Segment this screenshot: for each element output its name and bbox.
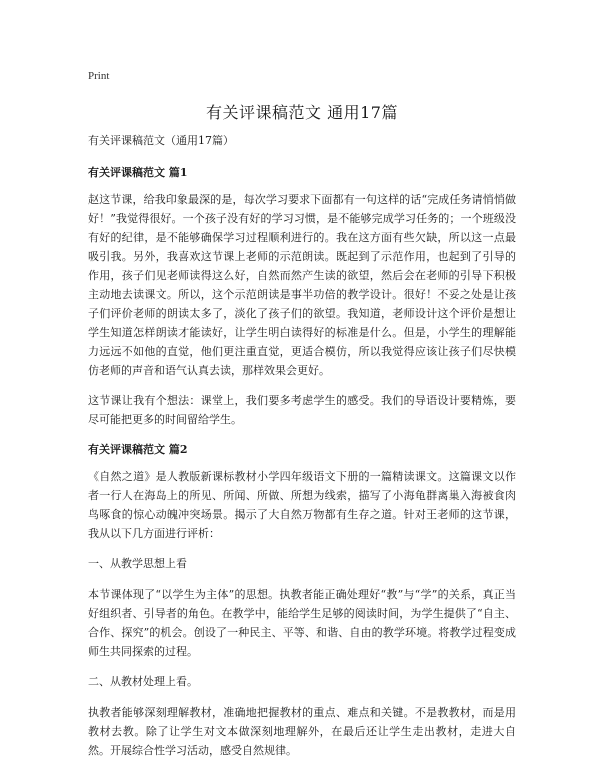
sub-heading: 二、从教材处理上看。 [88, 675, 198, 688]
paragraph: 执教者能够深刻理解教材，准确地把握教材的重点、难点和关键。不是教教材，而是用教材去教。除了让学生对文本做深刻地理解外，在最后还让学生走出教材，走进大自然。开展综合性学习活动，感受自然规律。 [88, 706, 516, 757]
document-title: 有关评课稿范文 通用17篇 [206, 103, 398, 122]
paragraph: 《自然之道》是人教版新课标教材小学四年级语文下册的一篇精读课文。这篇课文以作者一行人在海岛上的所见、所闻、所做、所想为线索，描写了小海龟群离巢入海被食肉鸟啄食的惊心动魄冲突场景。揭示了大自然万物都有生存之道。针对王老师的这节课，我从以下几方面进行评析： [88, 470, 516, 540]
section-heading-2: 有关评课稿范文 篇2 [88, 443, 188, 456]
paragraph: 赵这节课，给我印象最深的是，每次学习要求下面都有一句这样的话“完成任务请悄悄做好！”我觉得很好。一个孩子没有好的学习习惯，是不能够完成学习任务的；一个班级没有好的纪律，是不能够确保学习过程顺利进行的。我在这方面有些欠缺，所以这一点最吸引我。另外，我喜欢这节课上老师的示范朗读。既起到了示范作用，也起到了引导的作用，孩子们见老师读得这么好，自然而然产生读的欲望，然后会在老师的引导下积极主动地去读课文。所以，这个示范朗读是事半功倍的教学设计。很好！不妥之处是让孩子们评价老师的朗读太多了，淡化了孩子们的欲望。我知道，老师设计这个评价是想让学生知道怎样朗读才能读好，让学生明白读得好的标准是什么。但是，小学生的理解能力远远不如他的直觉，他们更注重直觉，更适合模仿，所以我觉得应该让孩子们尽快模仿老师的声音和语气认真去读，那样效果会更好。 [88, 193, 516, 377]
document-subtitle: 有关评课稿范文（通用17篇） [88, 134, 234, 147]
print-label: Print [88, 70, 110, 82]
document-body [88, 131, 516, 771]
paragraph: 本节课体现了“以学生为主体”的思想。执教者能正确处理好“教”与“学”的关系，真正当好组织者、引导者的角色。在教学中，能给学生足够的阅读时间，为学生提供了“自主、合作、探究”的机会。创设了一种民主、平等、和谐、自由的教学环境。将教学过程变成师生共同探索的过程。 [88, 588, 516, 658]
sub-heading: 一、从教学思想上看 [88, 557, 187, 570]
section-heading-1: 有关评课稿范文 篇1 [88, 166, 188, 179]
paragraph: 这节课让我有个想法：课堂上，我们要多考虑学生的感受。我们的导语设计要精炼，要尽可能把更多的时间留给学生。 [88, 394, 516, 426]
